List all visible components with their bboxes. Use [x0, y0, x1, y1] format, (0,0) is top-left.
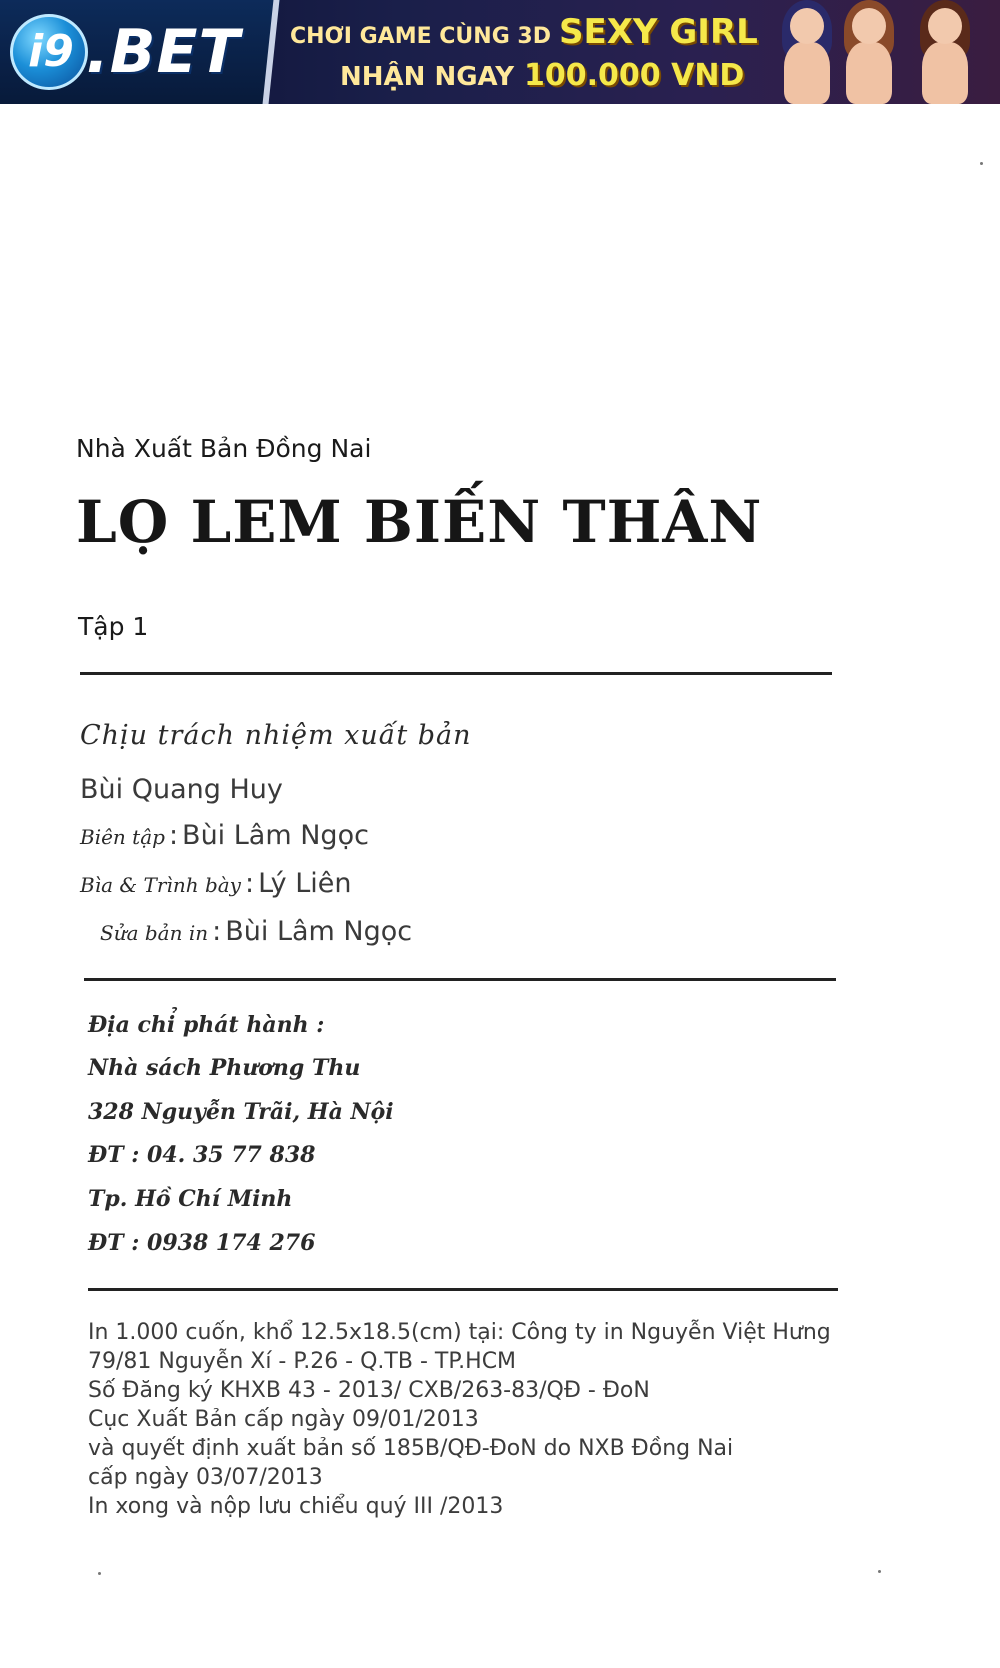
credit-separator: :	[168, 820, 179, 851]
responsible-name: Bùi Quang Huy	[80, 774, 283, 805]
distribution-line: Tp. Hồ Chí Minh	[88, 1186, 293, 1212]
imprint-line: In xong và nộp lưu chiểu quý III /2013	[88, 1494, 504, 1519]
divider-rule	[84, 978, 836, 981]
publisher-name: Nhà Xuất Bản Đồng Nai	[76, 434, 372, 463]
scan-speck	[98, 1572, 101, 1575]
credit-label: Bìa & Trình bày	[80, 873, 241, 897]
promo-line-1-text: CHƠI GAME CÙNG 3D	[290, 24, 551, 49]
promo-line-2-text: NHẬN NGAY	[340, 62, 515, 92]
logo-text: .BET	[86, 17, 241, 87]
divider-rule	[80, 672, 832, 675]
credit-label: Sửa bản in	[100, 921, 209, 945]
scan-speck	[980, 162, 983, 165]
credit-separator: :	[244, 868, 255, 899]
credit-label: Biên tập	[80, 825, 165, 849]
imprint-line: và quyết định xuất bản số 185B/QĐ-ĐoN do NXB Đồng Nai	[88, 1436, 734, 1461]
distribution-line: ĐT : 04. 35 77 838	[88, 1142, 316, 1168]
distribution-line: Địa chỉ phát hành :	[88, 1012, 325, 1038]
ad-banner[interactable]	[0, 0, 1000, 104]
volume-label: Tập 1	[78, 612, 149, 641]
distribution-line: 328 Nguyễn Trãi, Hà Nội	[88, 1099, 394, 1125]
promo-line-2	[340, 58, 744, 93]
credit-proofreader	[100, 916, 412, 947]
scan-speck	[878, 1570, 881, 1573]
book-title: LỌ LEM BIẾN THÂN	[76, 488, 763, 556]
credit-value: Bùi Lâm Ngọc	[225, 916, 413, 947]
credit-cover-layout	[80, 868, 352, 899]
imprint-line: 79/81 Nguyễn Xí - P.26 - Q.TB - TP.HCM	[88, 1349, 517, 1374]
imprint-line: In 1.000 cuốn, khổ 12.5x18.5(cm) tại: Công ty in Nguyễn Việt Hưng	[88, 1320, 831, 1345]
imprint-line: Số Đăng ký KHXB 43 - 2013/ CXB/263-83/QĐ - ĐoN	[88, 1378, 650, 1403]
banner-character-image	[910, 0, 980, 104]
promo-line-1	[290, 12, 758, 52]
distribution-line: ĐT : 0938 174 276	[88, 1230, 316, 1256]
banner-character-image	[772, 0, 842, 104]
credit-value: Lý Liên	[258, 868, 352, 899]
promo-line-1-highlight: SEXY GIRL	[559, 12, 758, 52]
imprint-line: Cục Xuất Bản cấp ngày 09/01/2013	[88, 1407, 479, 1432]
logo-prefix: i9	[28, 26, 74, 77]
promo-line-2-highlight: 100.000 VND	[524, 58, 745, 93]
credit-editor	[80, 820, 369, 851]
responsible-heading: Chịu trách nhiệm xuất bản	[80, 720, 472, 751]
credit-value: Bùi Lâm Ngọc	[182, 820, 369, 851]
divider-rule	[88, 1288, 838, 1291]
credit-separator: :	[212, 916, 222, 947]
distribution-line: Nhà sách Phương Thu	[88, 1055, 361, 1081]
colophon-page	[0, 104, 1000, 1668]
banner-character-image	[834, 0, 904, 104]
imprint-line: cấp ngày 03/07/2013	[88, 1465, 323, 1490]
